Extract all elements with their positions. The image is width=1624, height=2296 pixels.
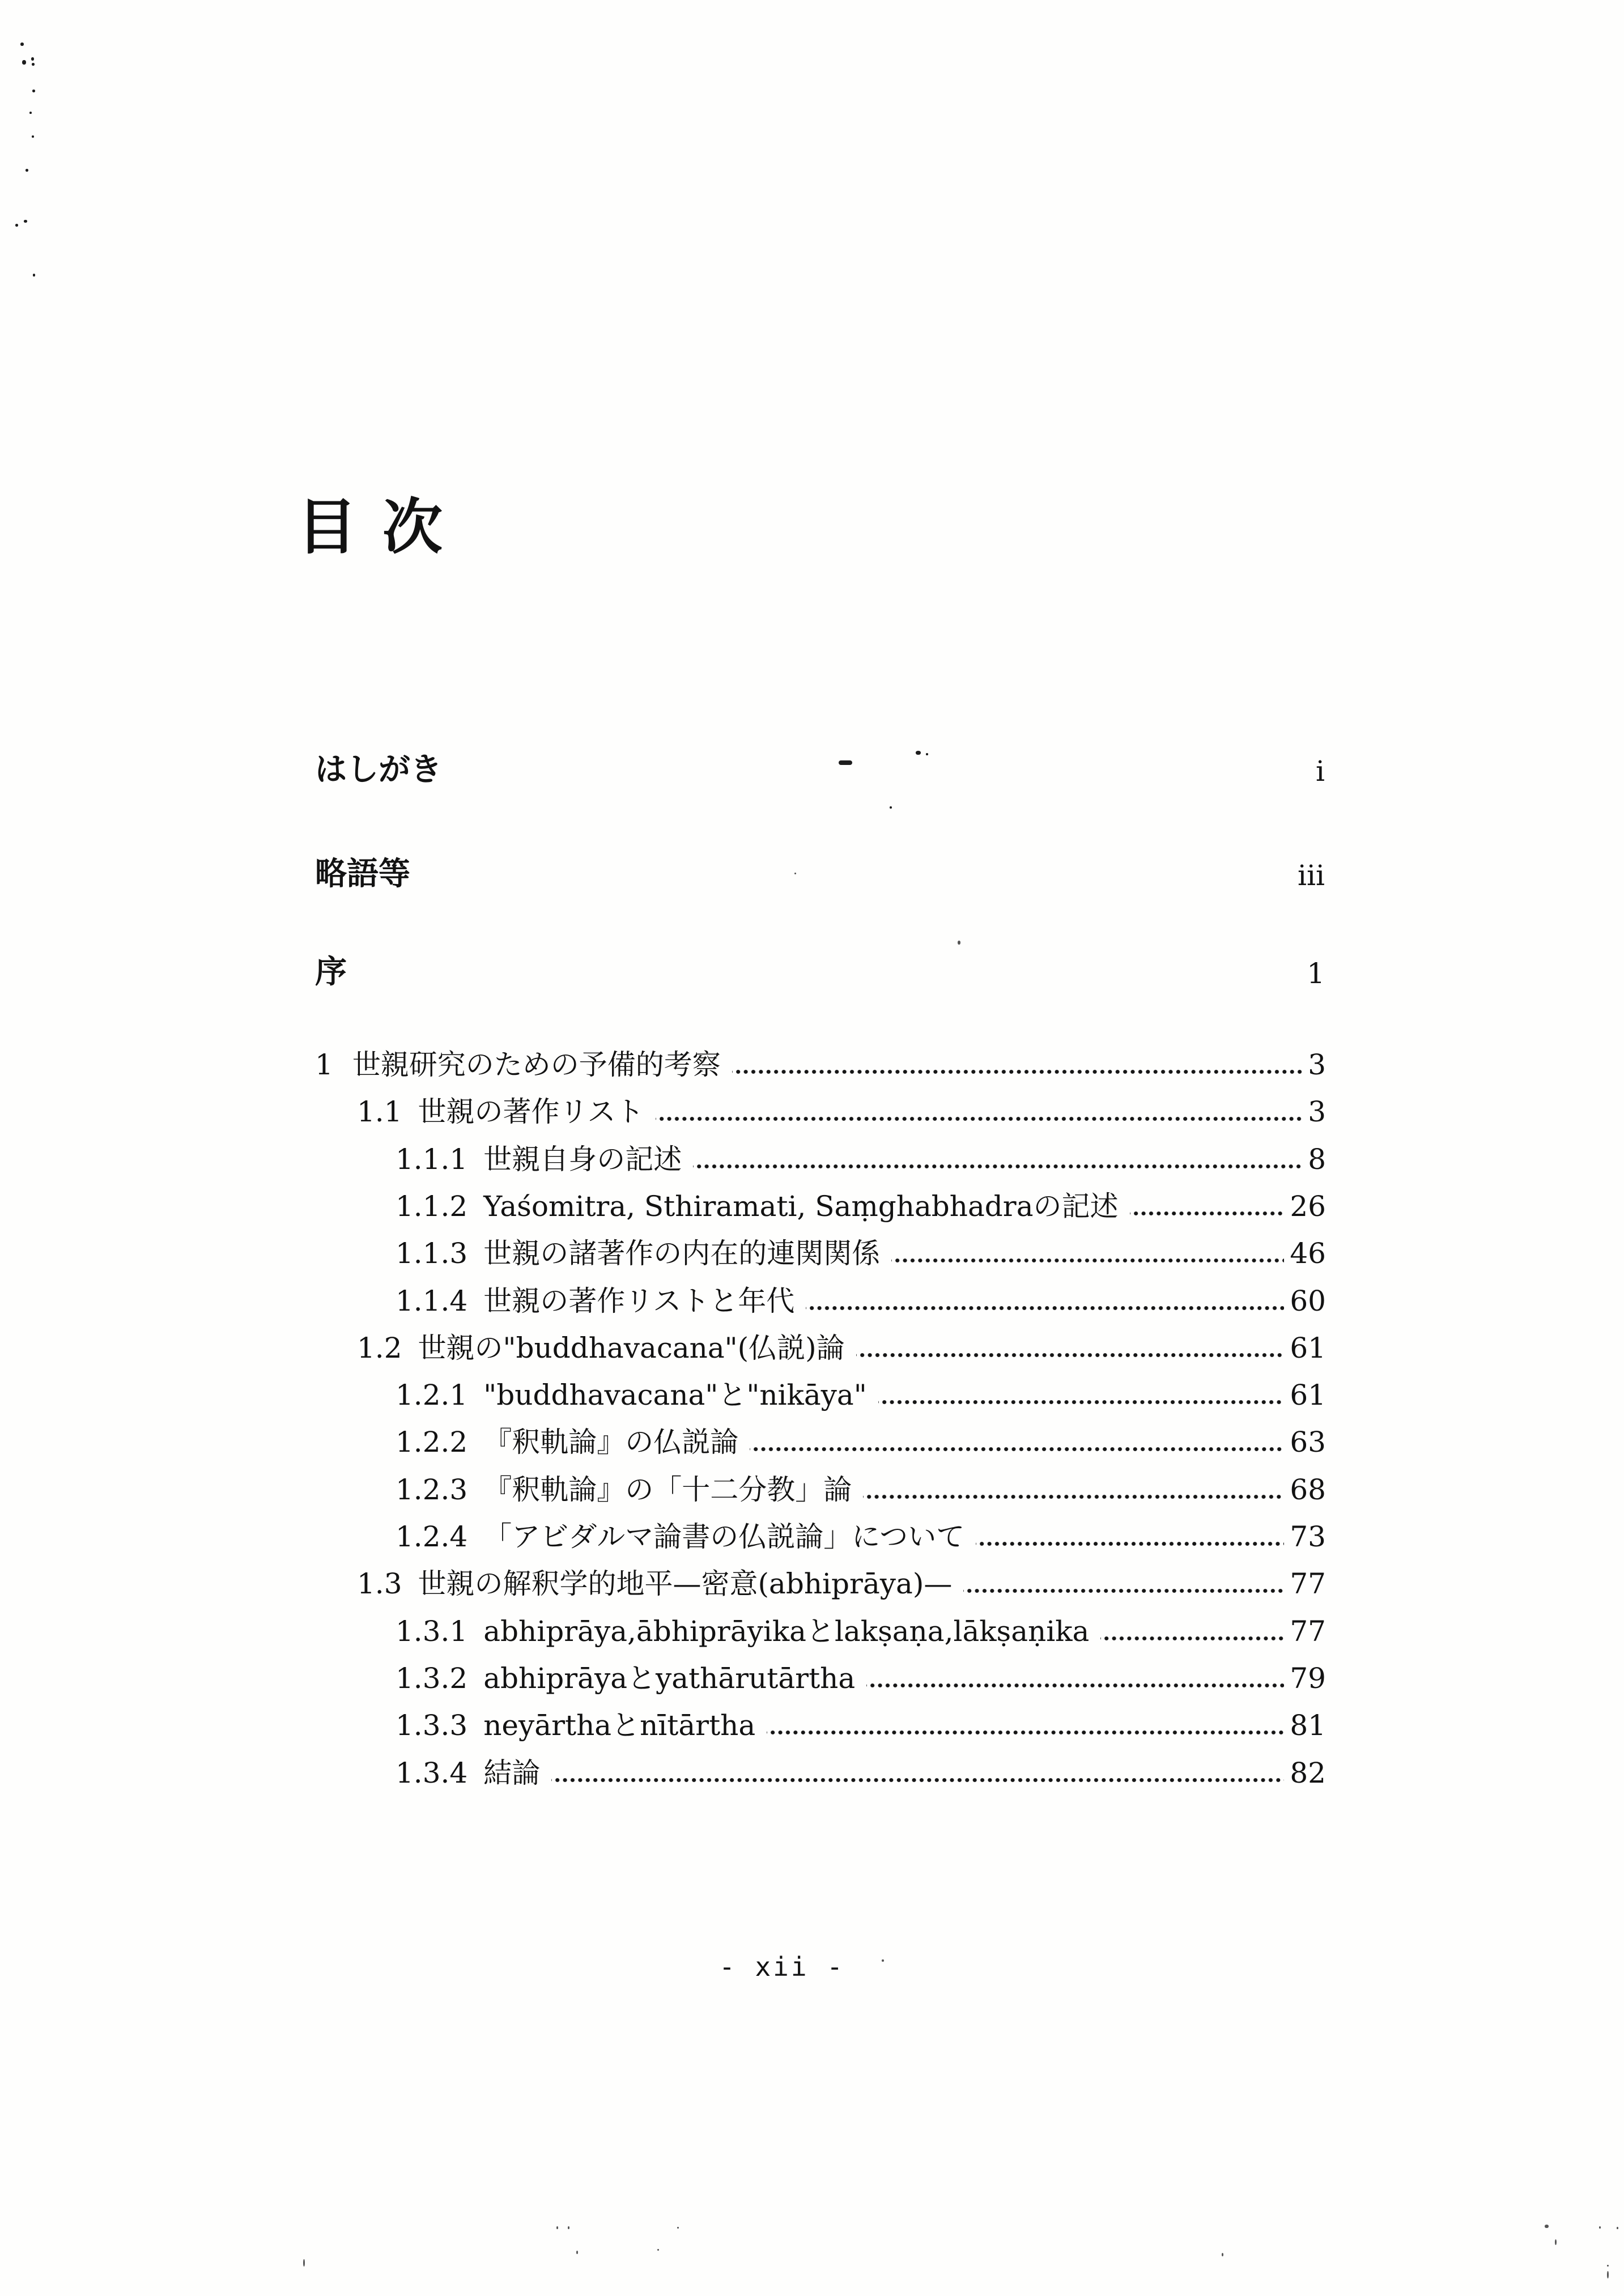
toc-entry (315, 1234, 1326, 1268)
dot-leader (551, 1753, 1284, 1787)
dot-leader (750, 1422, 1284, 1456)
scan-speck (32, 135, 34, 138)
toc-entry-number: 1.2.2 (396, 1426, 468, 1459)
toc-entry-title: 世親の諸著作の内在的連関関係 (483, 1237, 881, 1270)
toc-entry-number: 1.2.3 (396, 1473, 468, 1506)
toc-entry-number: 1.3.2 (396, 1662, 468, 1695)
scan-speck (24, 220, 27, 223)
scan-speck (1617, 2227, 1618, 2229)
toc-entry-title: 世親自身の記述 (483, 1143, 682, 1176)
scan-speck (576, 2251, 578, 2254)
toc-entry-title: Yaśomitra, Sthiramati, Saṃghabhadraの記述 (483, 1190, 1119, 1223)
toc-entry-title: 「アビダルマ論書の仏説論」について (483, 1520, 965, 1553)
scan-speck (33, 274, 35, 277)
toc-entry-page: 3 (1308, 1095, 1326, 1128)
dot-leader (891, 1234, 1284, 1268)
toc-entry-page: 77 (1290, 1567, 1326, 1600)
scan-speck (882, 1959, 884, 1962)
scan-speck (657, 2249, 659, 2251)
scan-speck (1545, 2225, 1549, 2228)
front-matter-page-number: i (1316, 755, 1325, 788)
toc-entry-page: 46 (1290, 1237, 1326, 1270)
toc-entry (315, 1612, 1326, 1646)
dot-leader (863, 1470, 1284, 1504)
toc-entry-title: 世親の解釈学的地平—密意(abhiprāya)— (418, 1567, 953, 1600)
toc-entry (315, 1659, 1326, 1693)
toc-entry-title: 世親の著作リスト (418, 1095, 644, 1128)
scan-speck (1599, 2226, 1601, 2229)
toc-entry-title: 世親の著作リストと年代 (483, 1285, 795, 1317)
toc-entry-page: 68 (1290, 1473, 1326, 1506)
toc-entry (315, 1281, 1326, 1315)
toc-entry-number: 1.1.1 (396, 1143, 468, 1176)
toc-entry (315, 1564, 1326, 1598)
toc-entry-number: 1.2.1 (396, 1379, 468, 1411)
dot-leader (656, 1092, 1303, 1126)
toc-entry (315, 1375, 1326, 1409)
front-matter-label: 略語等 (315, 855, 410, 892)
front-matter-page-number: iii (1298, 859, 1325, 892)
page-title: 目 次 (297, 491, 445, 562)
toc-entry-page: 77 (1290, 1615, 1326, 1648)
toc-entry-number: 1.2.4 (396, 1520, 468, 1553)
front-matter-label: 序 (315, 953, 347, 990)
dot-leader (1100, 1612, 1284, 1646)
toc-entry-page: 79 (1290, 1662, 1326, 1695)
toc-entry (315, 1328, 1326, 1362)
scan-speck (677, 2227, 679, 2229)
toc-entry-number: 1.3.4 (396, 1757, 468, 1789)
scan-speck (22, 60, 26, 65)
scan-speck (32, 63, 35, 66)
scan-speck (556, 2226, 558, 2229)
toc-entry-number: 1.1.3 (396, 1237, 468, 1270)
toc-entry-title: abhiprāya,ābhiprāyikaとlakṣaṇa,lākṣaṇika (483, 1615, 1090, 1648)
dot-leader (1130, 1187, 1285, 1221)
scan-speck (568, 2226, 569, 2229)
scan-speck (1607, 2265, 1609, 2267)
scan-speck (916, 751, 921, 755)
front-matter-row-ryakugo (315, 853, 1325, 890)
scan-speck (1607, 2271, 1609, 2278)
scan-speck (958, 941, 960, 945)
front-matter-label: はしがき (315, 751, 442, 788)
dot-leader (856, 1328, 1285, 1362)
scan-speck (20, 42, 24, 46)
toc-entry-page: 8 (1308, 1143, 1326, 1176)
dot-leader (732, 1045, 1302, 1079)
scan-speck (890, 806, 892, 809)
toc-entry-title: 結論 (483, 1757, 541, 1789)
dot-leader (878, 1375, 1285, 1409)
toc-entry (315, 1517, 1326, 1551)
toc-entry-page: 63 (1290, 1426, 1326, 1459)
toc-entry-title: "buddhavacana"と"nikāya" (483, 1379, 867, 1411)
toc-entry-title: neyārthaとnītārtha (483, 1709, 756, 1742)
front-matter-page-number: 1 (1307, 957, 1325, 990)
toc-entry-page: 26 (1290, 1190, 1326, 1223)
dot-leader (693, 1140, 1302, 1173)
dot-leader (767, 1706, 1284, 1740)
toc-entry-number: 1.1.2 (396, 1190, 468, 1223)
scan-speck (926, 753, 928, 755)
scan-speck (25, 169, 28, 172)
toc-entry-page: 61 (1290, 1332, 1326, 1364)
dot-leader (806, 1281, 1284, 1315)
toc-entry (315, 1187, 1326, 1221)
toc-entry-page: 81 (1290, 1709, 1326, 1742)
toc-entry-page: 61 (1290, 1379, 1326, 1411)
toc-entry (315, 1092, 1326, 1126)
toc-entry-page: 3 (1308, 1048, 1326, 1081)
toc-entry (315, 1422, 1326, 1459)
toc-entry-title: 世親の"buddhavacana"(仏説)論 (418, 1332, 845, 1364)
toc-entry-number: 1.2 (357, 1332, 402, 1364)
dot-leader (963, 1564, 1284, 1598)
toc-entry-title: 世親研究のための予備的考察 (352, 1048, 721, 1081)
scan-speck (32, 90, 35, 92)
toc-entry-number: 1.1 (357, 1095, 402, 1128)
dot-leader (866, 1659, 1284, 1693)
folio-page-number: - xii - (719, 1951, 845, 1982)
dot-leader (976, 1517, 1284, 1551)
scan-speck (1222, 2253, 1223, 2256)
toc-entry (315, 1753, 1326, 1787)
toc-entry-page: 73 (1290, 1520, 1326, 1553)
toc-entry (315, 1470, 1326, 1504)
scan-speck (794, 873, 796, 874)
toc-entry-number: 1.1.4 (396, 1285, 468, 1317)
toc-entry (315, 1140, 1326, 1176)
toc-entry-number: 1.3.3 (396, 1709, 468, 1742)
toc-entry (315, 1706, 1326, 1740)
toc-entry (315, 1045, 1326, 1079)
scan-speck (1555, 2239, 1557, 2245)
toc-entry-number: 1 (315, 1048, 333, 1081)
scan-speck (839, 760, 852, 765)
toc-entry-page: 60 (1290, 1285, 1326, 1317)
scan-speck (29, 112, 32, 114)
toc-entry-number: 1.3.1 (396, 1615, 468, 1648)
toc-entry-title: 『釈軌論』の「十二分教」論 (483, 1473, 852, 1506)
scan-speck (15, 224, 18, 227)
front-matter-row-jo (315, 951, 1325, 988)
front-matter-row-hashigaki (315, 749, 1325, 788)
toc-entry-title: 『釈軌論』の仏説論 (483, 1426, 739, 1459)
toc-entry-page: 82 (1290, 1757, 1326, 1789)
scan-speck (303, 2259, 305, 2267)
scan-speck (31, 57, 34, 61)
toc-entry-number: 1.3 (357, 1567, 402, 1600)
toc-entry-title: abhiprāyaとyathārutārtha (483, 1662, 856, 1695)
